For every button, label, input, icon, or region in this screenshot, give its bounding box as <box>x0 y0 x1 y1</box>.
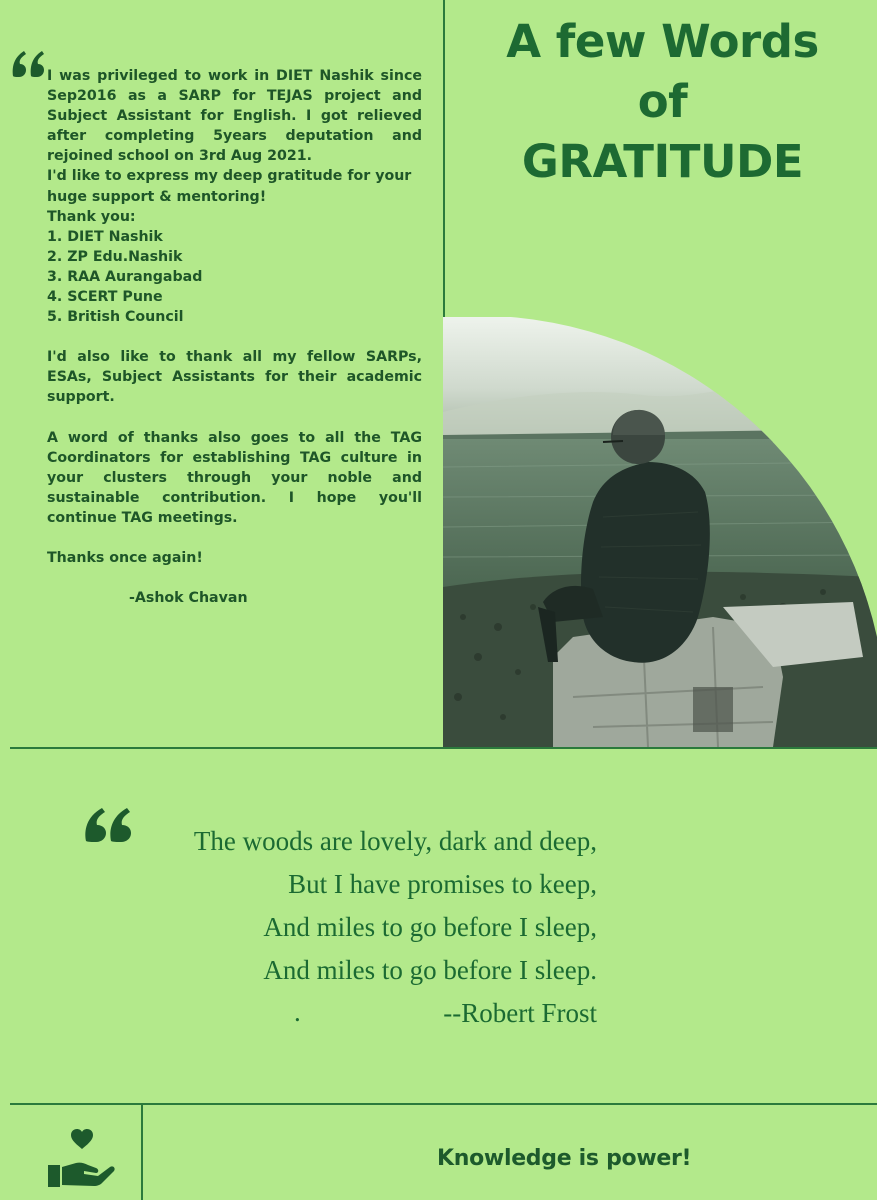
quote-line: And miles to go before I sleep, <box>263 912 597 942</box>
quote-dot: . <box>294 997 301 1027</box>
letter-thanks-again: Thanks once again! <box>47 549 203 566</box>
robert-frost-quote <box>100 820 597 1035</box>
title-line-1: A few Words <box>506 15 819 68</box>
thanks-list-item: 3. RAA Aurangabad <box>47 268 203 285</box>
page-title <box>450 12 875 192</box>
thanks-list-item: 4. SCERT Pune <box>47 289 163 306</box>
quote-line: And miles to go before I sleep. <box>263 955 597 985</box>
footer-slogan: Knowledge is power! <box>437 1146 692 1171</box>
quote-line: The woods are lovely, dark and deep, <box>193 826 597 856</box>
letter-gratitude: I'd like to express my deep gratitude for your huge support & mentoring! <box>47 168 412 205</box>
horizontal-divider-middle <box>10 747 877 749</box>
quote-mark-icon <box>10 48 46 78</box>
man-sitting-by-lake-photo <box>443 317 877 747</box>
vertical-divider-top <box>443 0 445 318</box>
letter-thank-you: Thank you: <box>47 208 136 225</box>
gratitude-letter <box>47 66 422 608</box>
letter-intro: I was privileged to work in DIET Nashik since Sep2016 as a SARP for TEJAS project and Subject Assistant for English. I got relieved after completing 5years deputation and rejoined school on 3rd Aug 2021. <box>47 68 422 165</box>
heart-in-hand-icon <box>46 1127 118 1189</box>
thanks-list-item: 1. DIET Nashik <box>47 228 163 245</box>
quote-author: --Robert Frost <box>443 998 597 1028</box>
thanks-list-item: 2. ZP Edu.Nashik <box>47 248 183 265</box>
title-line-2: of <box>637 75 688 128</box>
letter-tag: A word of thanks also goes to all the TAG Coordinators for establishing TAG culture in your clusters through your noble and sustainable contribution. I hope you'll continue TAG meetings. <box>47 429 422 526</box>
quote-line: But I have promises to keep, <box>288 869 597 899</box>
vertical-divider-footer <box>141 1104 143 1200</box>
letter-fellows: I'd also like to thank all my fellow SARPs, ESAs, Subject Assistants for their academic support. <box>47 349 422 406</box>
letter-signature: -Ashok Chavan <box>129 590 248 607</box>
thanks-list-item: 5. British Council <box>47 309 184 326</box>
title-line-3: GRATITUDE <box>521 135 804 188</box>
